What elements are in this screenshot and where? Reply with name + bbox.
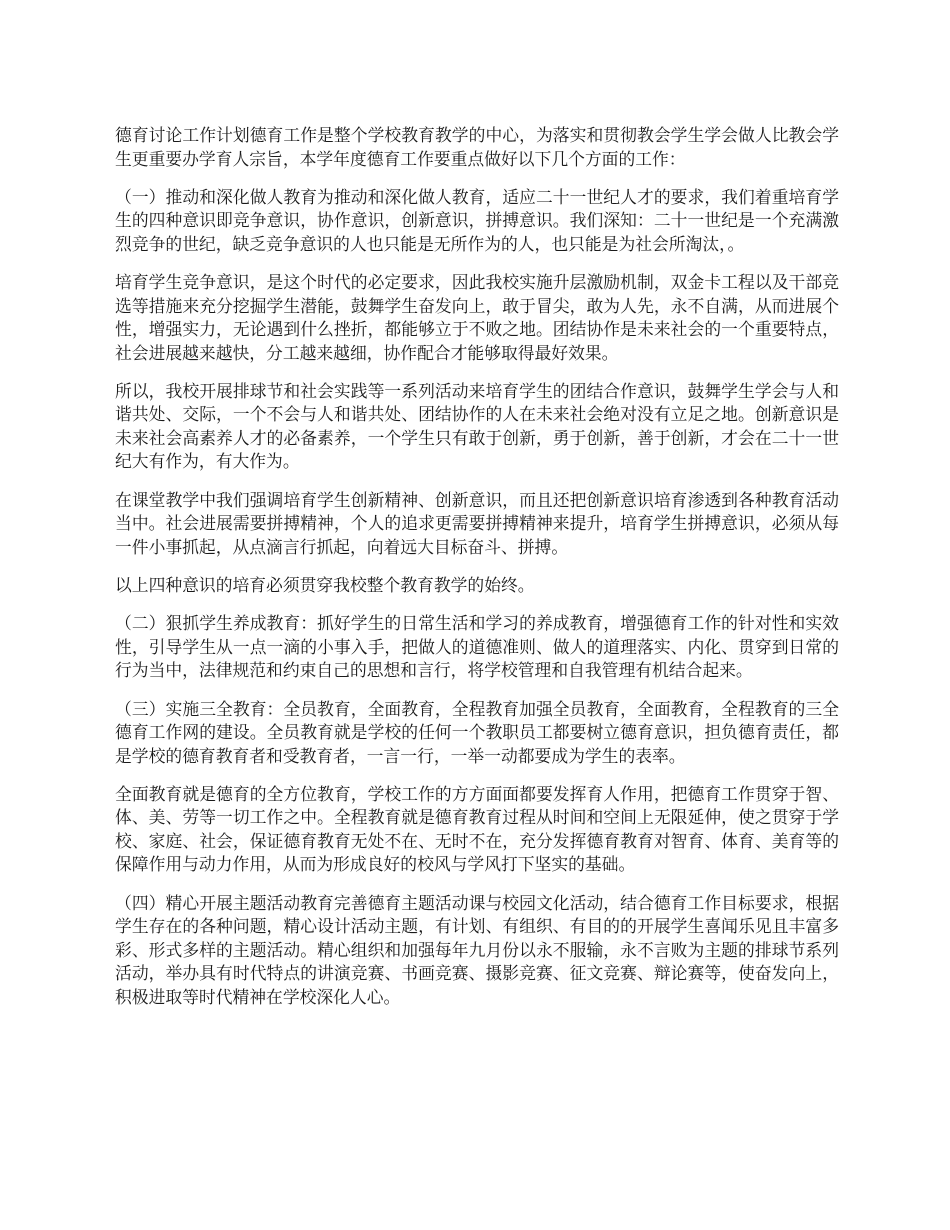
section-two-paragraph: （二）狠抓学生养成教育：抓好学生的日常生活和学习的养成教育，增强德育工作的针对性和实效性，引导学生从一点一滴的小事入手，把做人的道德准则、做人的道理落实、内化、贯穿到日常的行为当中，法律规范和约束自己的思想和言行，将学校管理和自我管理有机结合起来。: [115, 613, 839, 681]
intro-paragraph: 德育讨论工作计划德育工作是整个学校教育教学的中心，为落实和贯彻教会学生学会做人比教会学生更重要办学育人宗旨，本学年度德育工作要重点做好以下几个方面的工作：: [115, 125, 839, 169]
section-three-paragraph: （三）实施三全教育：全员教育，全面教育，全程教育加强全员教育，全面教育，全程教育的三全德育工作网的建设。全员教育就是学校的任何一个教职员工都要树立德育意识，担负德育责任，都是学校的德育教育者和受教育者，一言一行，一举一动都要成为学生的表率。: [115, 698, 839, 766]
competition-awareness-paragraph: 培育学生竞争意识，是这个时代的必定要求，因此我校实施升层激励机制，双金卡工程以及干部竞选等措施来充分挖掘学生潜能，鼓舞学生奋发向上，敢于冒尖，敢为人先，永不自满，从而进展个性，增强实力，无论遇到什么挫折，都能够立于不败之地。团结协作是未来社会的一个重要特点，社会进展越来越快，分工越来越细，协作配合才能够取得最好效果。: [115, 272, 839, 363]
section-four-paragraph: （四）精心开展主题活动教育完善德育主题活动课与校园文化活动，结合德育工作目标要求，根据学生存在的各种问题，精心设计活动主题，有计划、有组织、有目的的开展学生喜闻乐见且丰富多彩、形式多样的主题活动。精心组织和加强每年九月份以永不服输，永不言败为主题的排球节系列活动，举办具有时代特点的讲演竞赛、书画竞赛、摄影竞赛、征文竞赛、辩论赛等，使奋发向上，积极进取等时代精神在学校深化人心。: [115, 892, 839, 1007]
section-one-paragraph: （一）推动和深化做人教育为推动和深化做人教育，适应二十一世纪人才的要求，我们着重培育学生的四种意识即竞争意识，协作意识，创新意识，拼搏意识。我们深知：二十一世纪是一个充满激烈竞争的世纪，缺乏竞争意识的人也只能是无所作为的人，也只能是为社会所淘汰，。: [115, 186, 839, 254]
cooperation-awareness-paragraph: 所以，我校开展排球节和社会实践等一系列活动来培育学生的团结合作意识，鼓舞学生学会与人和谐共处、交际，一个不会与人和谐共处、团结协作的人在未来社会绝对没有立足之地。创新意识是未来社会高素养人才的必备素养，一个学生只有敢于创新，勇于创新，善于创新，才会在二十一世纪大有作为，有大作为。: [115, 380, 839, 472]
innovation-awareness-paragraph: 在课堂教学中我们强调培育学生创新精神、创新意识，而且还把创新意识培育渗透到各种教育活动当中。社会进展需要拼搏精神，个人的追求更需要拼搏精神来提升，培育学生拼搏意识，必须从每一件小事抓起，从点滴言行抓起，向着远大目标奋斗、拼搏。: [115, 489, 839, 557]
document-body: [115, 124, 839, 1024]
four-awareness-summary-paragraph: 以上四种意识的培育必须贯穿我校整个教育教学的始终。: [115, 574, 535, 595]
comprehensive-education-paragraph: 全面教育就是德育的全方位教育，学校工作的方方面面都要发挥育人作用，把德育工作贯穿于智、体、美、劳等一切工作之中。全程教育就是德育教育过程从时间和空间上无限延伸，使之贯穿于学校、家庭、社会，保证德育教育无处不在、无时不在，充分发挥德育教育对智育、体育、美育等的保障作用与动力作用，从而为形成良好的校风与学风打下坚实的基础。: [115, 783, 839, 875]
